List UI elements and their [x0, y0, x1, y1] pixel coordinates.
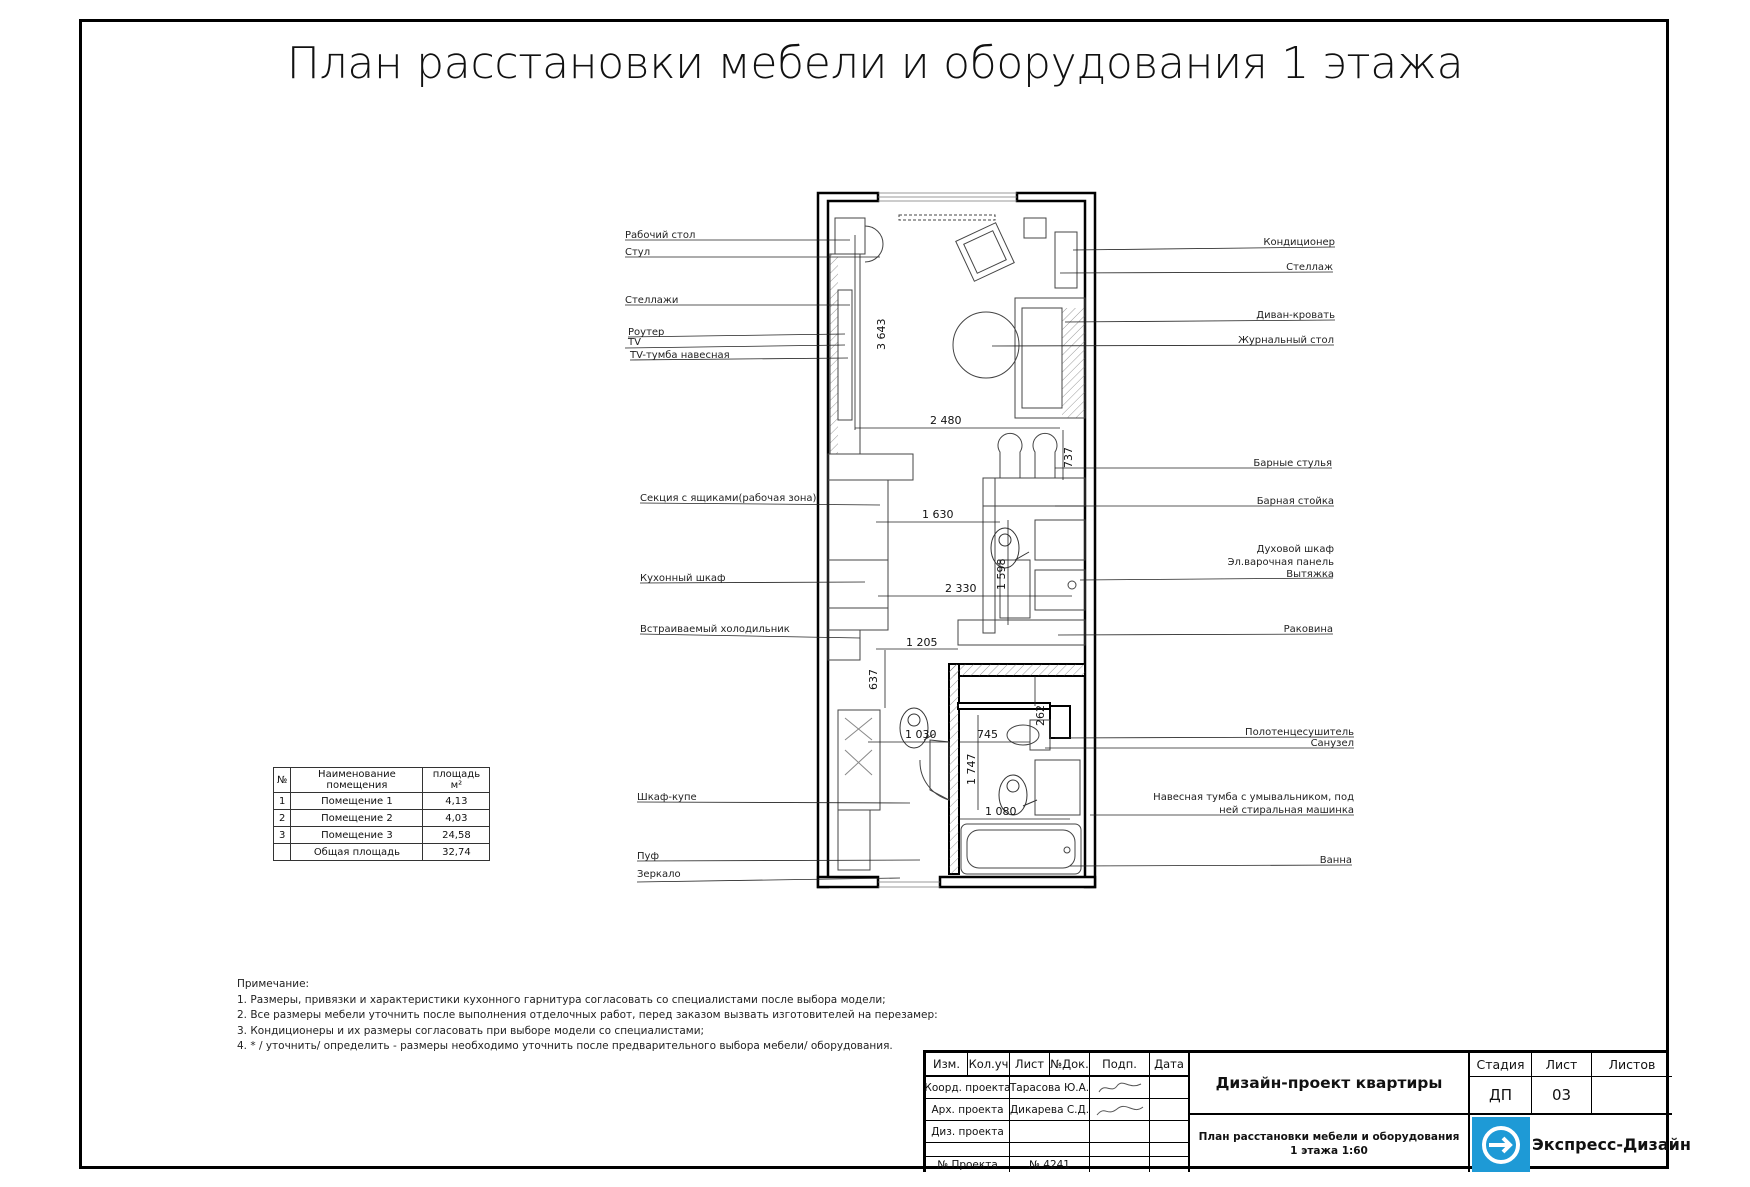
row-area: 4,13: [423, 793, 490, 810]
label-barnye-stulya: Барные стулья: [1253, 458, 1332, 469]
drawing-title: План расстановки мебели и оборудования 1 этажа: [286, 38, 1464, 89]
total-number: [274, 844, 291, 861]
label-barnaya-stoyka: Барная стойка: [1256, 496, 1334, 507]
title-block: [923, 1050, 1691, 1172]
row-room-name: Помещение 2: [291, 810, 423, 827]
label-dukhovoy-shkaf: Духовой шкаф: [1256, 544, 1334, 555]
row-area: 24,58: [423, 827, 490, 844]
stamp-empty-cell: [1090, 1157, 1150, 1172]
label-navesnaya-tumba: Навесная тумба с умывальником, под: [1153, 792, 1354, 803]
stamp-project-title: Дизайн-проект квартиры: [1190, 1053, 1470, 1115]
dimension-3643: 3 643: [875, 318, 888, 350]
label-kukhonnyy-shkaf: Кухонный шкаф: [640, 573, 726, 584]
labels-left: [625, 230, 816, 880]
stamp-header-izm: Изм.: [926, 1053, 968, 1077]
stamp-header-doc: №Док.: [1050, 1053, 1090, 1077]
label-sektsiya-s-yashchikami: Секция с ящиками(рабочая зона): [640, 493, 817, 504]
logo-e-icon: [1479, 1123, 1523, 1167]
signature-icon: [1093, 1101, 1147, 1119]
dimension-745: 745: [977, 728, 998, 741]
window-top: [878, 193, 1017, 201]
row-number: 1: [274, 793, 291, 810]
stamp-role-project-number: № Проекта: [926, 1157, 1010, 1172]
stamp-header-list: Лист: [1010, 1053, 1050, 1077]
note-item: 1. Размеры, привязки и характеристики кухонного гарнитура согласовать со специалистами после выбора модели;: [237, 993, 886, 1006]
label-tv: TV: [628, 337, 641, 348]
stamp-signature-coord: [1090, 1077, 1150, 1099]
label-varochnaya-panel: Эл.варочная панель: [1227, 557, 1334, 568]
kitchen-furniture: [828, 433, 1085, 660]
dimension-262: 262: [1034, 705, 1047, 726]
entrance-door-line: [878, 882, 940, 887]
note-item: 2. Все размеры мебели уточнить после выполнения отделочных работ, перед заказом вызвать изготовителей на перезамер:: [237, 1009, 938, 1021]
dimension-2330: 2 330: [945, 582, 977, 595]
stamp-empty-row: [1010, 1143, 1090, 1157]
stamp-date-coord: [1150, 1077, 1190, 1099]
dimension-1747: 1 747: [965, 753, 978, 785]
stamp-sheets-value: [1592, 1077, 1672, 1115]
col-room-name: Наименование помещения: [291, 768, 423, 793]
stamp-sheet-value: 03: [1532, 1077, 1592, 1115]
label-stul: Стул: [625, 247, 651, 258]
label-zerkalo: Зеркало: [637, 869, 681, 880]
label-konditsioner: Кондиционер: [1263, 237, 1335, 248]
dimension-1630: 1 630: [922, 508, 954, 521]
stamp-signature-design: [1090, 1121, 1150, 1143]
label-puf: Пуф: [637, 851, 659, 862]
stamp-role-arch: Арх. проекта: [926, 1099, 1010, 1121]
labels-right: [1153, 237, 1354, 866]
note-item: 4. * / уточнить/ определить - размеры необходимо уточнить после предварительного выбора мебели/ оборудования.: [237, 1040, 893, 1052]
stamp-role-design: Диз. проекта: [926, 1121, 1010, 1143]
area-table-header: [274, 768, 490, 793]
area-table: [273, 767, 490, 861]
col-area: площадь м²: [423, 768, 490, 793]
notes-heading: Примечание:: [237, 978, 310, 990]
row-room-name: Помещение 1: [291, 793, 423, 810]
dimension-1080: 1 080: [985, 805, 1017, 818]
label-divan-krovat: Диван-кровать: [1256, 310, 1335, 321]
stamp-name-design: [1010, 1121, 1090, 1143]
label-zhurnalnyy-stol: Журнальный стол: [1238, 335, 1334, 346]
bathroom-fixtures: [961, 720, 1081, 874]
dimension-2480: 2 480: [930, 414, 962, 427]
stamp-sheet-title: План расстановки мебели и оборудования 1 этажа 1:60: [1190, 1115, 1470, 1172]
stamp-empty-row: [926, 1143, 1010, 1157]
wall-hatch: [949, 664, 959, 874]
company-logo-icon: [1472, 1117, 1530, 1172]
label-tv-tumba: TV-тумба навесная: [630, 350, 730, 361]
note-item: 3. Кондиционеры и их размеры согласовать при выборе модели со специалистами;: [237, 1024, 705, 1037]
stamp-header-data: Дата: [1150, 1053, 1190, 1077]
stamp-empty-row: [1090, 1143, 1150, 1157]
stamp-sheets-label: Листов: [1592, 1053, 1672, 1077]
stamp-signature-arch: [1090, 1099, 1150, 1121]
dimension-1205: 1 205: [906, 636, 938, 649]
label-kholodilnik: Встраиваемый холодильник: [640, 624, 790, 635]
label-router: Роутер: [628, 327, 665, 338]
total-label: Общая площадь: [291, 844, 423, 861]
label-stiralnaya-mashinka: ней стиральная машинка: [1219, 805, 1354, 816]
stamp-date-arch: [1150, 1099, 1190, 1121]
dimension-1598: 1 598: [995, 558, 1008, 590]
col-number: №: [274, 768, 291, 793]
label-rabochiy-stol: Рабочий стол: [625, 230, 696, 241]
stamp-project-number: № 4241: [1010, 1157, 1090, 1172]
label-vanna: Ванна: [1319, 855, 1352, 866]
stamp-header-podp: Подп.: [1090, 1053, 1150, 1077]
stamp-stage-value: ДП: [1470, 1077, 1532, 1115]
wall-hatch: [949, 664, 1085, 676]
signature-icon: [1095, 1080, 1145, 1096]
dimension-texts: [867, 319, 1075, 819]
area-table-row: [274, 827, 490, 844]
stamp-stage-label: Стадия: [1470, 1053, 1532, 1077]
stamp-sheet-label: Лист: [1532, 1053, 1592, 1077]
row-number: 3: [274, 827, 291, 844]
label-rakovina: Раковина: [1283, 624, 1333, 635]
label-sanuzel: Санузел: [1310, 738, 1354, 749]
stamp-name-arch: Дикарева С.Д.: [1010, 1099, 1090, 1121]
stamp-empty-cell: [1150, 1157, 1190, 1172]
row-number: 2: [274, 810, 291, 827]
dimension-737: 737: [1062, 447, 1075, 468]
row-area: 4,03: [423, 810, 490, 827]
dimension-637: 637: [867, 669, 880, 690]
label-stellazh: Стеллаж: [1286, 262, 1333, 273]
area-table-total: [274, 844, 490, 861]
label-stellazhi: Стеллажи: [625, 295, 679, 306]
area-table-row: [274, 810, 490, 827]
stamp-empty-row: [1150, 1143, 1190, 1157]
label-shkaf-kupe: Шкаф-купе: [637, 792, 697, 803]
row-room-name: Помещение 3: [291, 827, 423, 844]
dimension-1030: 1 030: [905, 728, 937, 741]
total-area: 32,74: [423, 844, 490, 861]
stamp-date-design: [1150, 1121, 1190, 1143]
label-polotentsesushitel: Полотенцесушитель: [1245, 727, 1354, 738]
stamp-header-kol: Кол.уч: [968, 1053, 1010, 1077]
stamp-role-coord: Коорд. проекта: [926, 1077, 1010, 1099]
label-vytyazhka: Вытяжка: [1286, 569, 1334, 580]
stamp-name-coord: Тарасова Ю.А.: [1010, 1077, 1090, 1099]
stamp-company-name: Экспресс-Дизайн: [1532, 1135, 1691, 1154]
area-table-row: [274, 793, 490, 810]
notes: [237, 977, 938, 1055]
